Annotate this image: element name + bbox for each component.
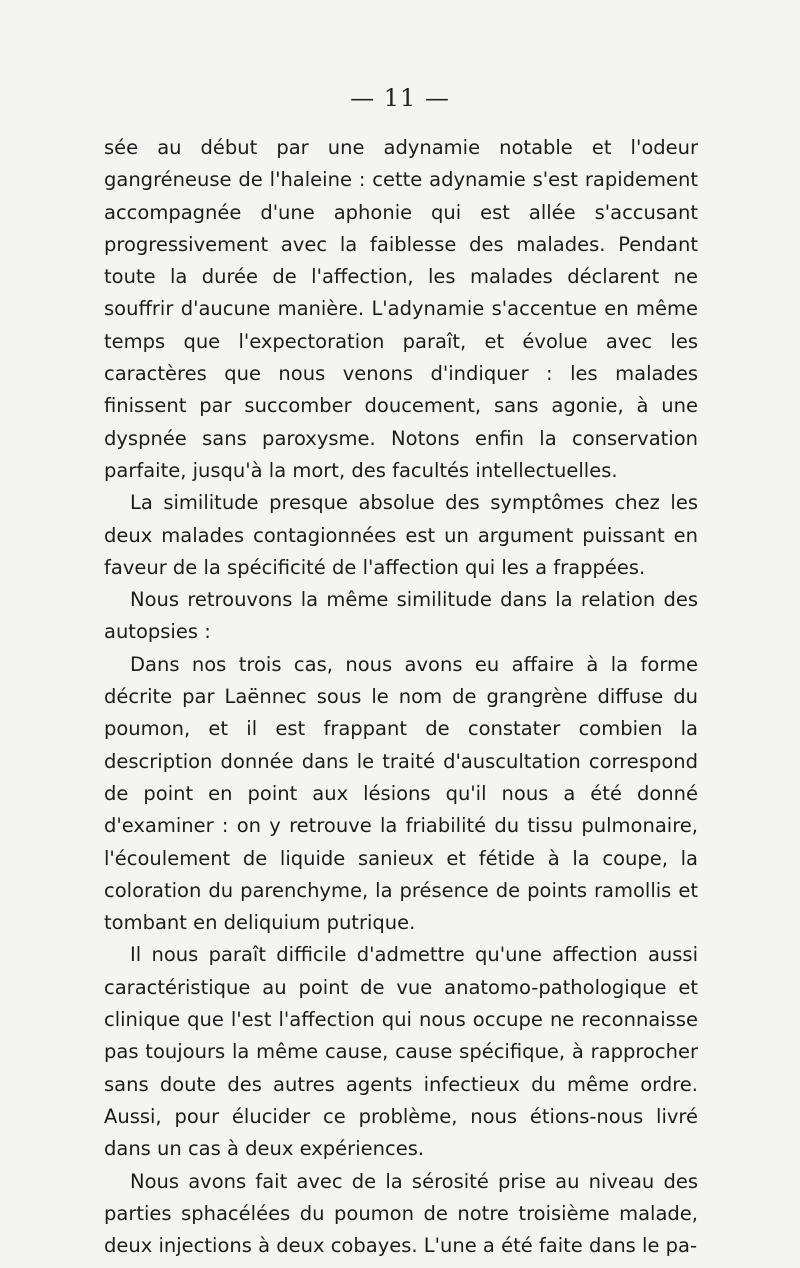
body-text xyxy=(104,132,698,1262)
paragraph-autopsies: Nous retrouvons la même similitude dans la relation des autopsies : xyxy=(104,588,698,644)
paragraph-similitude-symptomes: La similitude presque absolue des symptômes chez les deux malades contagionnées est un argument puissant en faveur de la spécificité de l'affection qui les a frappées. xyxy=(104,491,698,579)
paragraph-continued: sée au début par une adynamie notable et l'odeur gangréneuse de l'haleine : cette adynamie s'est rapidement accompagnée d'une aphonie qui est allée s'accusant progressivement avec la faiblesse des malades. Pendant toute la durée de l'affection, les malades déclarent ne souffrir d'aucune manière. L'adynamie s'accentue en même temps que l'expectoration paraît, et évolue avec les caractères que nous venons d'indiquer : les malades finissent par succomber doucement, sans agonie, à une dyspnée sans paroxysme. Notons enfin la conservation parfaite, jusqu'à la mort, des facultés intellectuelles. xyxy=(104,136,698,482)
page-number: — 11 — xyxy=(350,84,450,112)
paragraph-injections: Nous avons fait avec de la sérosité prise au niveau des parties sphacélées du poumon de notre troisième malade, deux injections à deux cobayes. L'une a été faite dans le pa- xyxy=(104,1169,698,1258)
paragraph-cause-specifique: Il nous paraît difficile d'admettre qu'une affection aussi caractéristique au point de vue anatomo-pathologique et clinique que l'est l'affection qui nous occupe ne reconnaisse pas toujours la même cause, cause spécifique, à rapprocher sans doute des autres agents infectieux du même ordre. Aussi, pour élucider ce problème, nous étions-nous livré dans un cas à deux expériences. xyxy=(104,943,698,1161)
paragraph-laennec: Dans nos trois cas, nous avons eu affaire à la forme décrite par Laënnec sous le nom de grangrène diffuse du poumon, et il est frappant de constater combien la description donnée dans le traité d'auscultation correspond de point en point aux lésions qu'il nous a été donné d'examiner : on y retrouve la friabilité du tissu pulmonaire, l'écoulement de liquide sanieux et fétide à la coupe, la coloration du parenchyme, la présence de points ramollis et tombant en deliquium putrique. xyxy=(104,652,698,935)
